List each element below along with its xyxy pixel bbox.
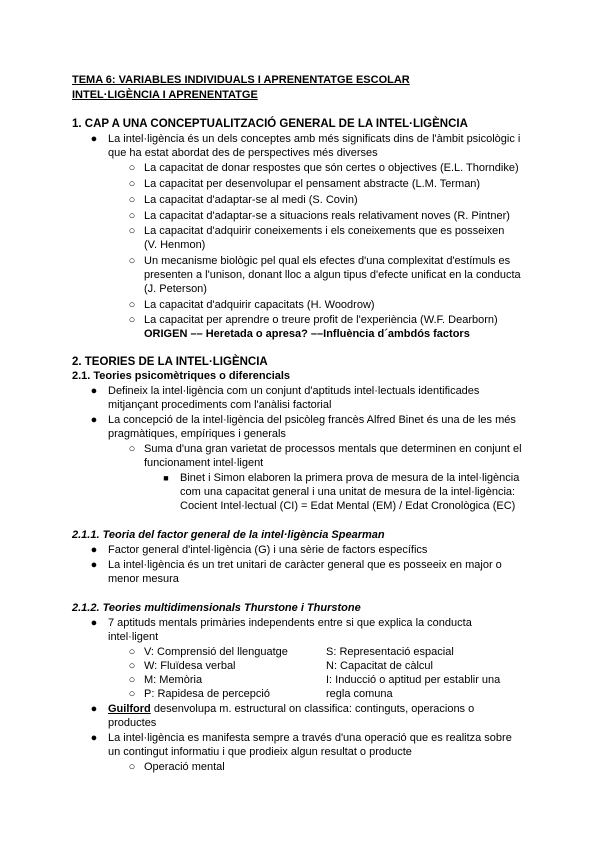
s21-subsub-line3: Cocient Intel·lectual (CI) = Edat Mental (EM) / Edat Cronològica (EC): [180, 500, 516, 512]
subsection-2-1-2-heading: 2.1.2. Teories multidimensionals Thurstone i Thurstone: [72, 602, 361, 614]
s212-bullet1-line1: 7 aptituds mentals primàries independents entre si que explica la conducta: [108, 617, 472, 629]
bullet-icon: ●: [90, 617, 98, 629]
bullet-icon: ●: [90, 703, 98, 715]
circle-bullet-icon: ○: [128, 314, 136, 326]
guilford-name: Guilford: [108, 703, 151, 715]
circle-bullet-icon: ○: [128, 299, 136, 311]
circle-bullet-icon: ○: [128, 162, 136, 174]
guilford-text: desenvolupa m. estructural on classifica: continguts, operacions o: [150, 703, 475, 715]
aptitude-left: M: Memòria: [144, 674, 203, 686]
circle-bullet-icon: ○: [128, 660, 136, 672]
definition-item: La capacitat de donar respostes que són certes o objectives (E.L. Thorndike): [144, 162, 519, 174]
aptitude-left: V: Comprensió del llenguatge: [144, 646, 288, 658]
square-bullet-icon: ■: [163, 473, 169, 483]
definition-item: La capacitat d'adquirir coneixements i els coneixements que es posseixen: [144, 225, 505, 237]
definition-item-cont: (J. Peterson): [144, 283, 207, 295]
document-title-line2: INTEL·LIGÈNCIA I APRENENTATGE: [72, 89, 258, 101]
circle-bullet-icon: ○: [128, 674, 136, 686]
definition-item: La capacitat per desenvolupar el pensament abstracte (L.M. Terman): [144, 178, 481, 190]
s1-intro-line2: que ha estat abordat des de perspectives més diverses: [108, 147, 378, 159]
s211-bullet2-line2: menor mesura: [108, 573, 179, 585]
definition-item-cont: presenten a l'unison, donant lloc a algun tipus d'efecte unificat en la conducta: [144, 269, 521, 281]
definition-item: La capacitat per aprendre o treure profit de l'experiència (W.F. Dearborn): [144, 314, 498, 326]
bullet-icon: ●: [90, 559, 98, 571]
origin-line: ORIGEN –– Heretada o apresa? ––Influència d´ambdós factors: [144, 328, 470, 340]
definition-item: La capacitat d'adaptar-se al medi (S. Covin): [144, 194, 358, 206]
section2-heading: 2. TEORIES DE LA INTEL·LIGÈNCIA: [72, 356, 268, 368]
circle-bullet-icon: ○: [128, 194, 136, 206]
circle-bullet-icon: ○: [128, 225, 136, 237]
aptitude-right-cont: regla comuna: [326, 688, 393, 700]
section1-heading: 1. CAP A UNA CONCEPTUALITZACIÓ GENERAL DE LA INTEL·LIGÈNCIA: [72, 118, 468, 130]
s21-bullet2-line1: La concepció de la intel·ligència del psicòleg francès Alfred Binet és una de les més: [108, 414, 516, 426]
subsection-2-1-heading: 2.1. Teories psicomètriques o diferencials: [72, 370, 291, 382]
aptitude-right: I: Inducció o aptitud per establir una: [326, 674, 501, 686]
circle-bullet-icon: ○: [128, 688, 136, 700]
s212-last-line2: un contingut informatiu i que prodieix algun resultat o producte: [108, 746, 412, 758]
circle-bullet-icon: ○: [128, 210, 136, 222]
document-title-line1: TEMA 6: VARIABLES INDIVIDUALS I APRENENTATGE ESCOLAR: [72, 74, 410, 86]
s21-sub-line1: Suma d'una gran varietat de processos mentals que determinen en conjunt el: [144, 443, 522, 455]
s211-bullet1: Factor general d'intel·ligència (G) i una sèrie de factors específics: [108, 544, 428, 556]
bullet-icon: ●: [90, 414, 98, 426]
s21-subsub-line1: Binet i Simon elaboren la primera prova de mesura de la intel·ligència: [180, 472, 520, 484]
subsection-2-1-1-heading: 2.1.1. Teoria del factor general de la intel·ligència Spearman: [72, 529, 385, 541]
circle-bullet-icon: ○: [128, 255, 136, 267]
bullet-icon: ●: [90, 385, 98, 397]
s1-intro-line1: La intel·ligència és un dels conceptes amb més significats dins de l'àmbit psicològic i: [108, 133, 521, 145]
s211-bullet2-line1: La intel·ligència és un tret unitari de caràcter general que es posseeix en major o: [108, 559, 502, 571]
definition-item: La capacitat d'adaptar-se a situacions reals relativament noves (R. Pintner): [144, 210, 510, 222]
guilford-line2: productes: [108, 717, 157, 729]
circle-bullet-icon: ○: [128, 443, 136, 455]
s212-last-sub: Operació mental: [144, 761, 225, 773]
bullet-icon: ●: [90, 732, 98, 744]
definition-item-cont: (V. Henmon): [144, 239, 206, 251]
s21-bullet1-line1: Defineix la intel·ligència com un conjunt d'aptituds intel·lectuals identificades: [108, 385, 480, 397]
s21-sub-line2: funcionament intel·ligent: [144, 457, 264, 469]
s21-bullet1-line2: mitjançant procediments com l'anàlisi factorial: [108, 399, 332, 411]
circle-bullet-icon: ○: [128, 646, 136, 658]
aptitude-left: W: Fluïdesa verbal: [144, 660, 236, 672]
definition-item: Un mecanisme biològic pel qual els efectes d'una complexitat d'estímuls es: [144, 255, 511, 267]
guilford-line: [108, 702, 474, 716]
bullet-icon: ●: [90, 133, 98, 145]
aptitude-right: N: Capacitat de càlcul: [326, 660, 433, 672]
aptitude-left: P: Rapidesa de percepció: [144, 688, 270, 700]
s212-bullet1-line2: intel·ligent: [108, 631, 159, 643]
s21-bullet2-line2: pragmàtiques, empíriques i generals: [108, 428, 286, 440]
s212-last-line1: La intel·ligència es manifesta sempre a través d'una operació que es realitza sobre: [108, 732, 512, 744]
circle-bullet-icon: ○: [128, 761, 136, 773]
circle-bullet-icon: ○: [128, 178, 136, 190]
aptitude-right: S: Representació espacial: [326, 646, 454, 658]
bullet-icon: ●: [90, 544, 98, 556]
definition-item: La capacitat d'adquirir capacitats (H. Woodrow): [144, 299, 375, 311]
s21-subsub-line2: com una capacitat general i una unitat de mesura de la intel·ligència:: [180, 486, 516, 498]
